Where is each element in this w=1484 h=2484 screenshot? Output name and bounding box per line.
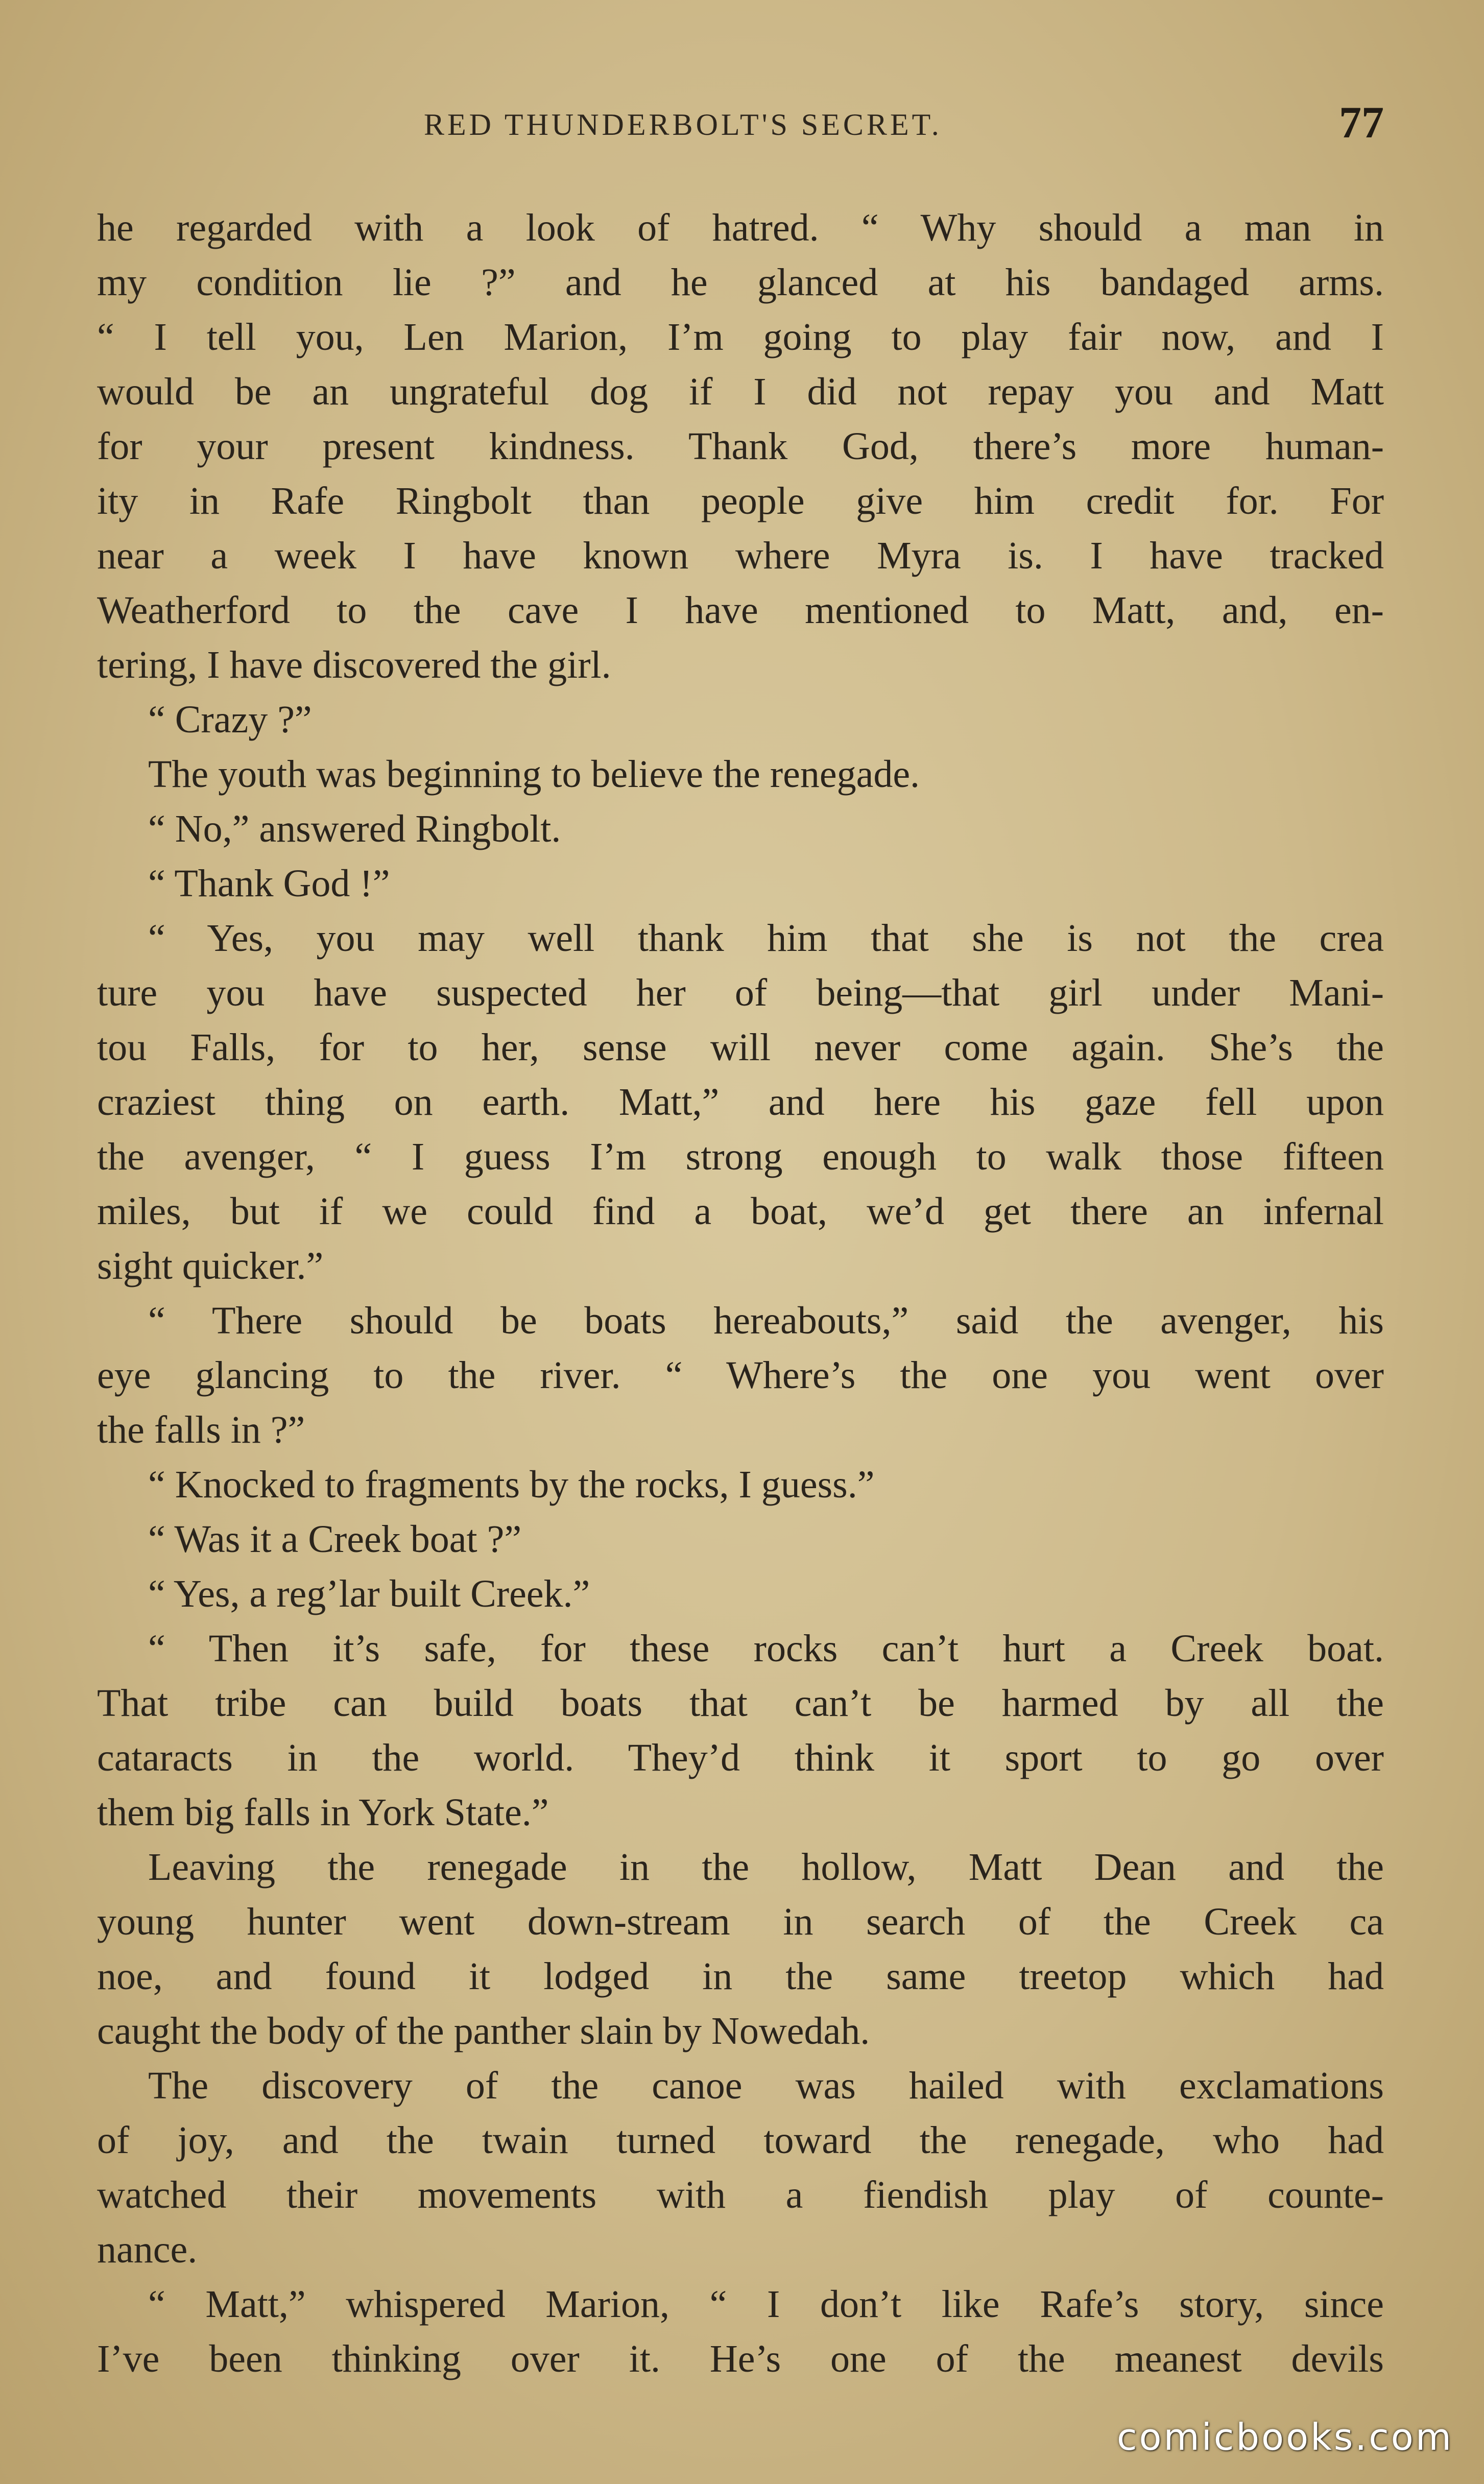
text-line: tering, I have discovered the girl.	[97, 643, 611, 686]
text-line: “ Matt,” whispered Marion, “ I don’t like Rafe’s story, since	[148, 2283, 1384, 2326]
text-line: Weatherford to the cave I have mentioned to Matt, and, en-	[97, 589, 1384, 632]
text-line: I’ve been thinking over it. He’s one of the meanest devils	[97, 2337, 1384, 2380]
text-line: would be an ungrateful dog if I did not repay you and Matt	[97, 370, 1384, 413]
body-text	[97, 201, 1384, 2386]
text-line: The discovery of the canoe was hailed with exclamations	[148, 2064, 1384, 2107]
text-line: “ Was it a Creek boat ?”	[148, 1518, 522, 1561]
text-line: noe, and found it lodged in the same treetop which had	[97, 1955, 1384, 1998]
text-line: Leaving the renegade in the hollow, Matt Dean and the	[148, 1846, 1384, 1889]
text-line: “ No,” answered Ringbolt.	[148, 807, 561, 850]
text-line: of joy, and the twain turned toward the renegade, who had	[97, 2119, 1384, 2162]
text-line: ture you have suspected her of being—that girl under Mani-	[97, 971, 1384, 1014]
page-header	[97, 97, 1384, 153]
running-title: RED THUNDERBOLT'S SECRET.	[424, 108, 942, 141]
text-line: he regarded with a look of hatred. “ Why should a man in	[97, 206, 1384, 249]
text-line: my condition lie ?” and he glanced at his bandaged arms.	[97, 261, 1384, 304]
text-line: young hunter went down-stream in search of the Creek ca	[97, 1900, 1384, 1943]
text-line: “ Knocked to fragments by the rocks, I guess.”	[148, 1463, 875, 1506]
text-line: caught the body of the panther slain by Nowedah.	[97, 2010, 870, 2052]
text-line: “ I tell you, Len Marion, I’m going to play fair now, and I	[97, 316, 1384, 359]
watermark: comicbooks.com	[1116, 2416, 1453, 2458]
text-line: miles, but if we could find a boat, we’d get there an infernal	[97, 1190, 1384, 1233]
text-line: near a week I have known where Myra is. I have tracked	[97, 534, 1384, 577]
text-line: nance.	[97, 2228, 198, 2271]
text-line: ity in Rafe Ringbolt than people give him credit for. For	[97, 480, 1384, 522]
text-line: “ There should be boats hereabouts,” said the avenger, his	[148, 1299, 1384, 1342]
text-line: The youth was beginning to believe the renegade.	[148, 753, 920, 796]
text-line: the falls in ?”	[97, 1408, 305, 1451]
text-line: “ Yes, a reg’lar built Creek.”	[148, 1572, 590, 1615]
text-line: for your present kindness. Thank God, there’s more human-	[97, 425, 1384, 468]
text-line: “ Crazy ?”	[148, 698, 312, 741]
text-line: cataracts in the world. They’d think it sport to go over	[97, 1736, 1384, 1779]
text-line: the avenger, “ I guess I’m strong enough to walk those fifteen	[97, 1135, 1384, 1178]
text-line: That tribe can build boats that can’t be harmed by all the	[97, 1682, 1384, 1725]
page-number: 77	[1339, 98, 1384, 148]
text-line: craziest thing on earth. Matt,” and here his gaze fell upon	[97, 1081, 1384, 1124]
text-line: tou Falls, for to her, sense will never come again. She’s the	[97, 1026, 1384, 1069]
text-line: “ Thank God !”	[148, 862, 390, 905]
text-line: “ Yes, you may well thank him that she is not the crea	[148, 917, 1384, 960]
text-line: eye glancing to the river. “ Where’s the one you went over	[97, 1354, 1384, 1397]
text-line: “ Then it’s safe, for these rocks can’t hurt a Creek boat.	[148, 1627, 1384, 1670]
text-line: watched their movements with a fiendish play of counte-	[97, 2174, 1384, 2216]
text-line: them big falls in York State.”	[97, 1791, 549, 1834]
text-line: sight quicker.”	[97, 1245, 324, 1287]
